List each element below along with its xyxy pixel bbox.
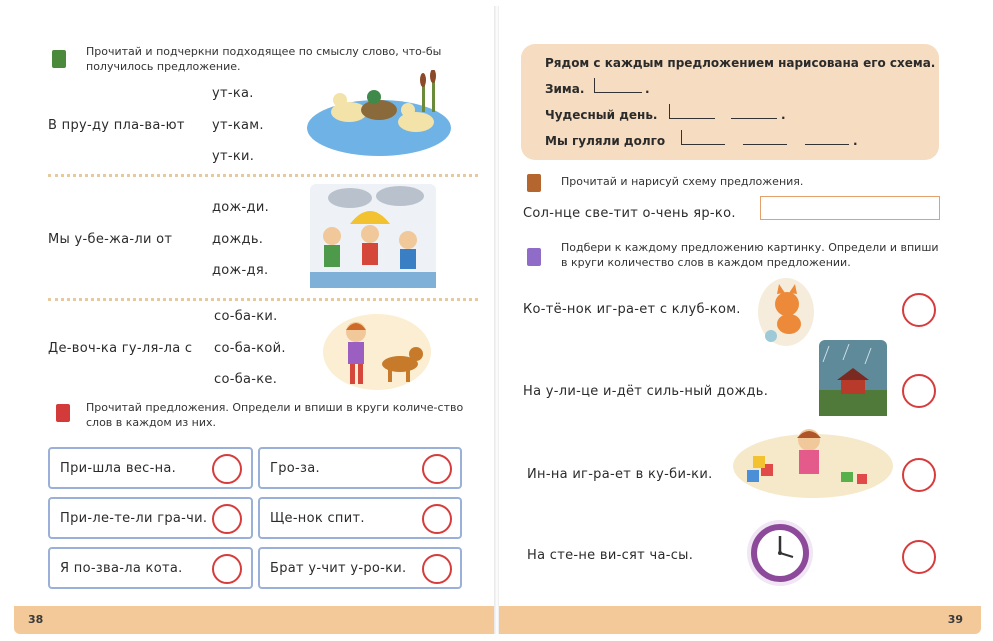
schema-line-1: Зима. <box>545 82 585 96</box>
option-2-1[interactable]: дож-ди. <box>212 200 270 215</box>
page-number-right: 39 <box>947 613 963 626</box>
word-count-circle-4[interactable] <box>422 504 452 534</box>
schema-draw-field[interactable] <box>760 196 940 220</box>
sentence-box-1-text: При-шла вес-на. <box>60 461 177 476</box>
girl-blocks-illustration <box>733 420 893 500</box>
sentence-box-4[interactable] <box>258 497 462 539</box>
rainy-house-illustration <box>819 340 887 416</box>
right-footer-band <box>499 606 981 634</box>
sentence-box-1[interactable] <box>48 447 253 489</box>
task4-circle-4[interactable] <box>902 540 936 574</box>
task4-sentence-4: На сте-не ви-сят ча-сы. <box>527 548 694 563</box>
task3-sentence: Сол-нце све-тит о-чень яр-ко. <box>523 206 736 221</box>
schema-title: Рядом с каждым предложением нарисована его схема. <box>545 56 936 70</box>
task4-sentence-3: Ин-на иг-ра-ет в ку-би-ки. <box>527 467 713 482</box>
schema-1-dot: . <box>645 82 650 96</box>
divider-1 <box>48 174 478 177</box>
schema-2-dot: . <box>781 108 786 122</box>
wall-clock-illustration <box>745 518 815 588</box>
left-footer-band <box>14 606 494 634</box>
sentence-box-4-text: Ще-нок спит. <box>270 511 365 526</box>
schema-3-word-2 <box>743 144 787 145</box>
task4-circle-2[interactable] <box>902 374 936 408</box>
task4-sentence-2: На у-ли-це и-дёт силь-ный дождь. <box>523 384 769 399</box>
sentence-box-5[interactable] <box>48 547 253 589</box>
brown-book-icon <box>527 174 541 192</box>
sentence-box-5-text: Я по-зва-ла кота. <box>60 561 183 576</box>
task4-circle-3[interactable] <box>902 458 936 492</box>
schema-line-3: Мы гуляли долго <box>545 134 666 148</box>
sentence-2: Мы у-бе-жа-ли от <box>48 232 173 247</box>
task4-instruction: Подбери к каждому предложению картинку. Определи и впиши в круги количество слов в каждом предложении. <box>561 241 939 269</box>
kitten-illustration <box>757 276 815 348</box>
word-count-circle-5[interactable] <box>212 554 242 584</box>
sentence-box-6-text: Брат у-чит у-ро-ки. <box>270 561 407 576</box>
schema-3-start <box>681 130 682 144</box>
schema-3-dot: . <box>853 134 858 148</box>
option-1-3[interactable]: ут-ки. <box>212 149 255 164</box>
page-number-left: 38 <box>28 613 44 626</box>
schema-line-2: Чудесный день. <box>545 108 658 122</box>
sentence-box-3[interactable] <box>48 497 253 539</box>
word-count-circle-6[interactable] <box>422 554 452 584</box>
word-count-circle-2[interactable] <box>422 454 452 484</box>
task2-instruction: Прочитай предложения. Определи и впиши в круги количе-ство слов в каждом из них. <box>86 401 464 429</box>
task4-circle-1[interactable] <box>902 293 936 327</box>
divider-2 <box>48 298 478 301</box>
schema-1-word <box>594 92 642 93</box>
task1-instruction: Прочитай и подчеркни подходящее по смыслу слово, что-бы получилось предложение. <box>86 45 442 73</box>
option-3-1[interactable]: со-ба-ки. <box>214 309 278 324</box>
sentence-box-3-text: При-ле-те-ли гра-чи. <box>60 511 208 526</box>
left-page <box>14 6 494 634</box>
sentence-box-2-text: Гро-за. <box>270 461 320 476</box>
green-book-icon <box>52 50 66 68</box>
option-3-3[interactable]: со-ба-ке. <box>214 372 278 387</box>
option-1-2[interactable]: ут-кам. <box>212 118 264 133</box>
word-count-circle-3[interactable] <box>212 504 242 534</box>
option-1-1[interactable]: ут-ка. <box>212 86 254 101</box>
schema-2-word-1 <box>669 118 715 119</box>
sentence-box-6[interactable] <box>258 547 462 589</box>
schema-3-word-3 <box>805 144 849 145</box>
schema-3-word-1 <box>681 144 725 145</box>
option-2-3[interactable]: дож-дя. <box>212 263 269 278</box>
option-3-2[interactable]: со-ба-кой. <box>214 341 286 356</box>
sentence-1: В пру-ду пла-ва-ют <box>48 118 185 133</box>
schema-1-start <box>594 78 595 92</box>
option-2-2[interactable]: дождь. <box>212 232 264 247</box>
sentence-box-2[interactable] <box>258 447 462 489</box>
red-book-icon <box>56 404 70 422</box>
schema-2-word-2 <box>731 118 777 119</box>
task4-sentence-1: Ко-тё-нок иг-ра-ет с клуб-ком. <box>523 302 741 317</box>
purple-book-icon <box>527 248 541 266</box>
right-page <box>499 6 981 634</box>
schema-box <box>521 44 939 160</box>
ducks-illustration <box>304 70 454 160</box>
girl-dog-illustration <box>322 310 432 392</box>
sentence-3: Де-воч-ка гу-ля-ла с <box>48 341 193 356</box>
rain-kids-illustration <box>310 184 436 288</box>
task3-instruction: Прочитай и нарисуй схему предложения. <box>561 175 804 188</box>
schema-2-start <box>669 104 670 118</box>
word-count-circle-1[interactable] <box>212 454 242 484</box>
